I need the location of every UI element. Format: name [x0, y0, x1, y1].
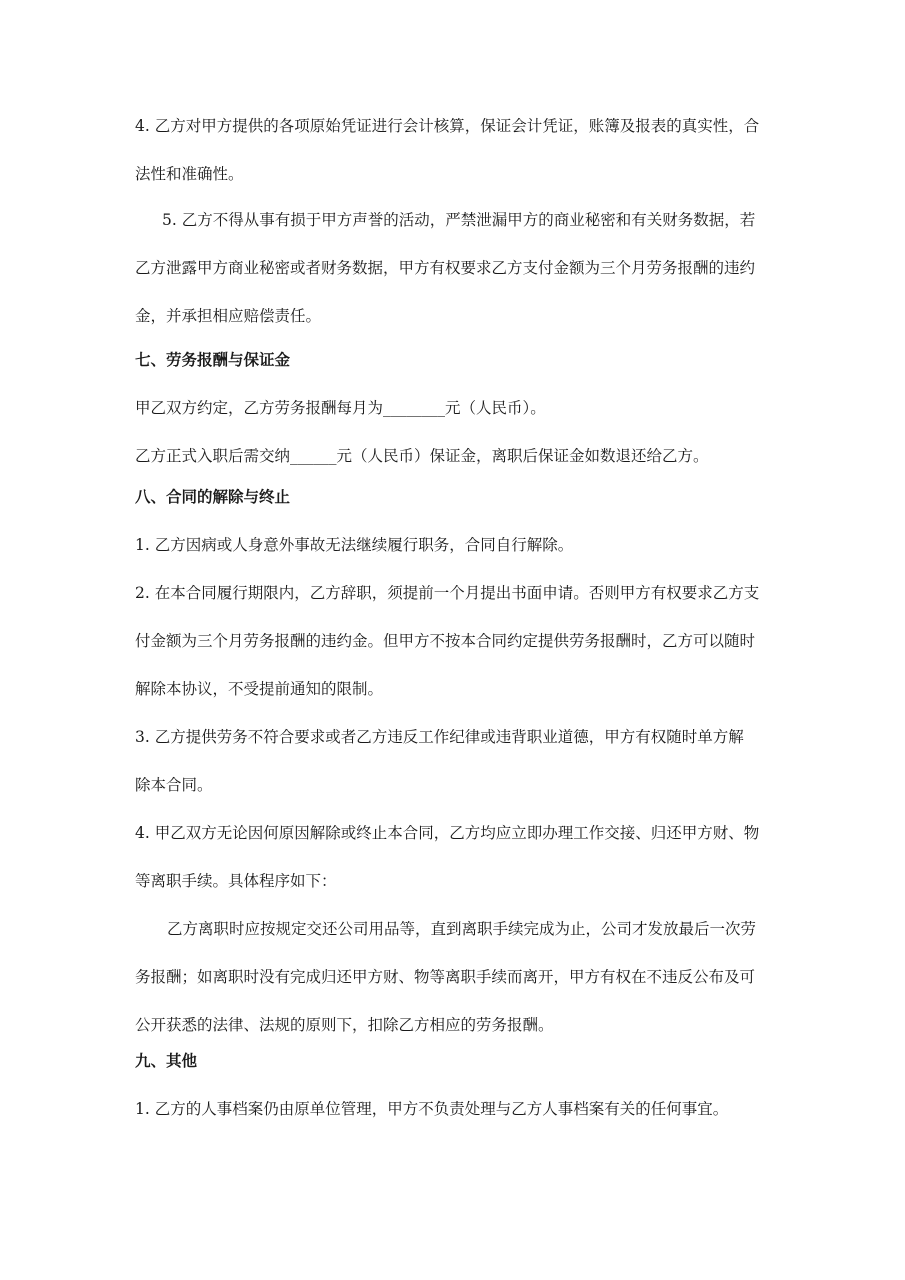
clause-4-line-1: 4. 乙方对甲方提供的各项原始凭证进行会计核算，保证会计凭证，账簿及报表的真实性，合	[135, 117, 760, 135]
section-8-item-2-line-3: 解除本协议，不受提前通知的限制。	[135, 680, 384, 698]
section-8-item-2-line-1: 2. 在本合同履行期限内，乙方辞职，须提前一个月提出书面申请。否则甲方有权要求乙方支	[135, 584, 760, 602]
clause-5-line-1: 5. 乙方不得从事有损于甲方声誉的活动，严禁泄漏甲方的商业秘密和有关财务数据，若	[162, 211, 756, 229]
section-9-item-1: 1. 乙方的人事档案仍由原单位管理，甲方不负责处理与乙方人事档案有关的任何事宜。	[135, 1100, 729, 1118]
procedure-line-1: 乙方离职时应按规定交还公司用品等，直到离职手续完成为止，公司才发放最后一次劳	[167, 920, 757, 938]
section-8-item-2-line-2: 付金额为三个月劳务报酬的违约金。但甲方不按本合同约定提供劳务报酬时，乙方可以随时	[135, 632, 756, 650]
section-8-item-4-line-2: 等离职手续。具体程序如下：	[135, 872, 337, 890]
section-9-heading: 九、其他	[135, 1052, 198, 1070]
procedure-line-3: 公开获悉的法律、法规的原则下，扣除乙方相应的劳务报酬。	[135, 1016, 554, 1034]
clause-4	[135, 102, 775, 198]
section-7	[135, 336, 775, 480]
section-9	[135, 1037, 775, 1133]
salary-clause: 甲乙双方约定，乙方劳务报酬每月为________元（人民币）。	[135, 399, 546, 417]
clause-5-line-3: 金，并承担相应赔偿责任。	[135, 307, 322, 325]
clause-5	[135, 196, 775, 340]
section-8-heading: 八、合同的解除与终止	[135, 488, 291, 506]
clause-4-line-2: 法性和准确性。	[135, 165, 244, 183]
deposit-clause: 乙方正式入职后需交纳______元（人民币）保证金，离职后保证金如数退还给乙方。	[135, 447, 709, 465]
clause-5-line-2: 乙方泄露甲方商业秘密或者财务数据，甲方有权要求乙方支付金额为三个月劳务报酬的违约	[135, 259, 756, 277]
section-8-item-3-line-1: 3. 乙方提供劳务不符合要求或者乙方违反工作纪律或违背职业道德，甲方有权随时单方解	[135, 728, 744, 746]
section-7-heading: 七、劳务报酬与保证金	[135, 351, 291, 369]
section-8-item-3-line-2: 除本合同。	[135, 776, 213, 794]
section-8-item-4-line-1: 4. 甲乙双方无论因何原因解除或终止本合同，乙方均应立即办理工作交接、归还甲方财、物	[135, 824, 760, 842]
procedure-line-2: 务报酬；如离职时没有完成归还甲方财、物等离职手续而离开，甲方有权在不违反公布及可	[135, 968, 756, 986]
section-8-item-1: 1. 乙方因病或人身意外事故无法继续履行职务，合同自行解除。	[135, 536, 574, 554]
section-8	[135, 473, 775, 1049]
